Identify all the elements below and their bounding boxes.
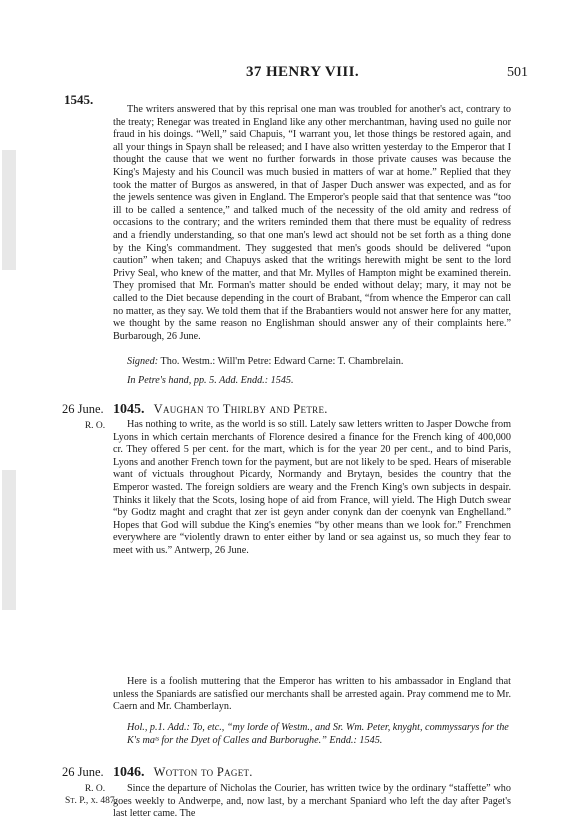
entry-1046-source-2: St. P., x. 487. [64, 796, 118, 806]
entry-1046-number: 1046. [113, 765, 145, 780]
entry-1045-paragraph-2: Here is a foolish muttering that the Emperor has written to his ambassador in England that unless the Spaniards are satisfied our merchants shall be arrested again. Pray commend me to Mr. Caern and Mr. Chamberlayn. [113, 676, 511, 713]
entry-1044-paragraph: The writers answered that by this reprisal one man was troubled for another's act, contrary to the treaty; Renegar was treated in England like any other merchantman, having used no guile nor fraud in his doings. “Well,” said Chapuis, “I warrant you, let those things be restored again, and all your things in Spayn shall be released; and I have also written yesterday to the Emperor that I thought the cause that we went no further forwards in those private causes was because the King's Majesty and his Council was much busied in matters of war at home.” Replied that they took the matter of Burgos as answered, in that of Jasper Duch answer was expected, and as for the jewels sentence was given in England. The Emperor's people said that that sentence was “too ill to be called a sentence,” and talked much of the necessity of the old amity and redress of occasions to the contrary; and the writers reminded them that there must be equality of redress and a friendly understanding, so that one man's lewd act should not be set forth as a thing done by the King's commandment. They suggested that men's goods should be delivered “upon caution” when taken; and Chapuys asked that the writings herewith might be sent to the lord Privy Seal, who knew of the matter, and that Mr. Mylles of Hampton might be examined therein. They promised that Mr. Forman's matter should be ended without delay; mary, it may not be called to the Diet because depending in the court of Brabant, “from whence the Emperor can call no matter, as they say. We told them that if the Brabantiers would not answer here for any matter, we thought by the same reason no Englishman should answer any of their complaints here.” Burbarough, 26 June. [113, 104, 511, 342]
entry-1045-heading [113, 402, 328, 418]
signed-label: Signed: [127, 356, 159, 367]
page-number: 501 [507, 65, 528, 80]
entry-1045-date: 26 June. [62, 402, 104, 416]
entry-1046-source-1: R. O. [84, 784, 106, 794]
entry-1045-title: Vaughan to Thirlby and Petre. [153, 402, 328, 416]
running-head [0, 64, 567, 84]
entry-1044-note: In Petre's hand, pp. 5. Add. Endd.: 1545. [127, 375, 294, 386]
scan-edge-mark [2, 150, 16, 270]
entry-1045-source: R. O. [84, 421, 106, 431]
scan-edge-mark [2, 470, 16, 610]
entry-1046-heading [113, 765, 253, 781]
running-title: 37 HENRY VIII. [246, 64, 360, 80]
entry-1046-paragraph: Since the departure of Nicholas the Courier, has written twice by the ordinary “staffette” who goes weekly to Andwerpe, and, now last, by a merchant Spaniard who left the day after Paget's last letter came. The [113, 783, 511, 820]
signatories: Tho. Westm.: Will'm Petre: Edward Carne: T. Chambrelain. [160, 356, 404, 367]
entry-1045-note: Hol., p.1. Add.: To, etc., “my lorde of Westm., and Sr. Wm. Peter, knyght, commyssarys for the K's maᵗˢ for the Dyet of Calles and Burborughe.” Endd.: 1545. [127, 722, 509, 746]
entry-1046-date: 26 June. [62, 765, 104, 779]
entry-1045-number: 1045. [113, 402, 145, 417]
entry-1046-title: Wotton to Paget. [153, 765, 253, 779]
entry-1045-paragraph-1: Has nothing to write, as the world is so still. Lately saw letters written to Jasper Dowche from Lyons in which certain merchants of Florence desired a finance for the French king of 400,000 cr. They offered 5 per cent. for the mart, which is for the year 20 per cent., and to bind Paris, Lyons and another French town for the payment, but are not likely to be sped. Hears of miserable want of victuals throughout Picardy, Normandy and Brytayn, besides the country that the Emperor wasted. The foreign soldiers are weary and the French King's own subjects in despair. Thinks it likely that the Scots, losing hope of aid from France, will yield. The High Dutch swear “by Godtz maght and craght that zer ist geyn ander conynk dan der coenynk van Enghelland.” Hopes that God will subdue the King's enemies “by other means than we look for.” Frenchmen everywhere are “violently drawn to enter either by land or sea against us, so much they fear to meet with us.” Antwerp, 26 June. [113, 419, 511, 556]
margin-year: 1545. [64, 92, 94, 107]
entry-1044-signatures [127, 356, 511, 369]
